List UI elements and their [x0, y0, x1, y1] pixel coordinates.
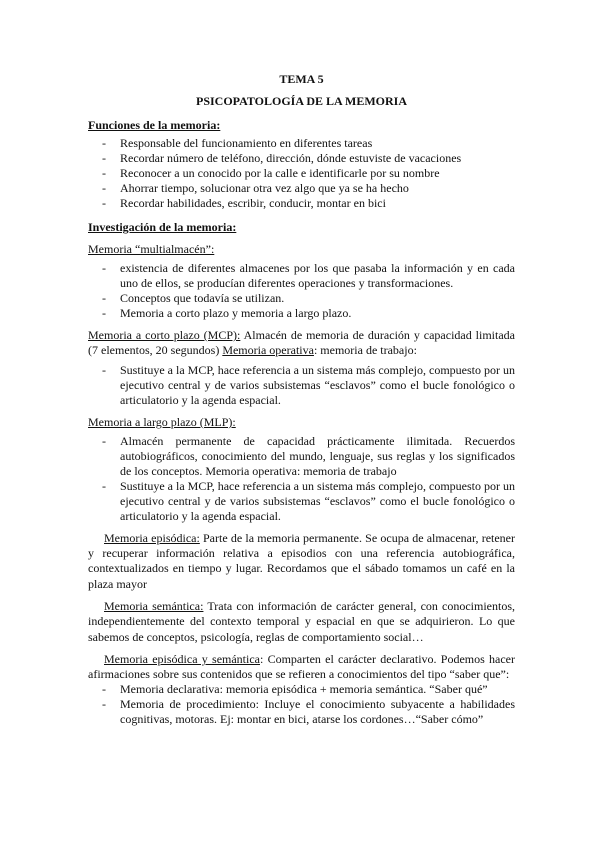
- mcp-list: [88, 363, 515, 408]
- operativa-label: Memoria operativa: [222, 343, 314, 357]
- episemantica-paragraph: [88, 652, 515, 682]
- list-item: - Reconocer a un conocido por la calle e identificarle por su nombre: [88, 166, 515, 181]
- mcp-paragraph: [88, 328, 515, 359]
- mcp-text: Almacén de memoria de duración y capacidad limitada (7 elementos, 20 segundos): [88, 328, 515, 357]
- funciones-heading: Funciones de la memoria:: [88, 118, 221, 132]
- episodica-paragraph: [88, 531, 515, 592]
- operativa-text: : memoria de trabajo:: [313, 343, 417, 357]
- mlp-label: Memoria a largo plazo (MLP):: [88, 415, 236, 429]
- episemantica-text: : Comparten el carácter declarativo. Podemos hacer afirmaciones sobre sus contenidos que se refieren a conocimientos del tipo “saber que”:: [88, 652, 515, 681]
- list-item: - Responsable del funcionamiento en diferentes tareas: [88, 136, 515, 151]
- list-item: - Almacén permanente de capacidad prácticamente ilimitada. Recuerdos autobiográficos, conocimiento del mundo, lenguaje, sus reglas y los significados de los conceptos. Memoria operativa: memoria de trabajo: [88, 434, 515, 479]
- main-title: PSICOPATOLOGÍA DE LA MEMORIA: [195, 94, 408, 108]
- semantica-paragraph: [88, 599, 515, 645]
- list-item: - Sustituye a la MCP, hace referencia a un sistema más complejo, compuesto por un ejecutivo central y de varios subsistemas “esclavos” como el bucle fonológico o articulatorio y la agenda espacial.: [88, 363, 515, 408]
- multialmacen-label: [88, 242, 515, 257]
- mcp-label: Memoria a corto plazo (MCP):: [88, 328, 241, 342]
- episodica-label: Memoria episódica:: [104, 531, 200, 545]
- episemantica-label: Memoria episódica y semántica: [104, 652, 260, 666]
- semantica-text: Trata con información de carácter general, con conocimientos, independientemente del contexto temporal y espacial en que se adquirieron.: [88, 599, 516, 628]
- semantica-text-2: Lo que sabemos de conceptos, psicología, reglas de comportamiento social…: [88, 614, 515, 644]
- list-item: - Recordar número de teléfono, dirección, dónde estuviste de vacaciones: [88, 151, 515, 166]
- investigacion-heading: Investigación de la memoria:: [88, 220, 237, 234]
- document-content: [88, 72, 515, 727]
- list-item: - Recordar habilidades, escribir, conducir, montar en bici: [88, 196, 515, 211]
- semantica-label: Memoria semántica:: [104, 599, 204, 613]
- multialmacen-label-text: Memoria “multialmacén”:: [88, 242, 215, 256]
- episodica-text: Parte de la memoria permanente. Se ocupa de almacenar, retener y recuperar información relativa a episodios con una referencia autobiográfica, contextualizados en tiempo y lugar.: [88, 531, 516, 575]
- list-item: - Memoria declarativa: memoria episódica + memoria semántica. “Saber qué”: [88, 682, 515, 697]
- list-item: - Ahorrar tiempo, solucionar otra vez algo que ya se ha hecho: [88, 181, 515, 196]
- tema-title: TEMA 5: [279, 72, 324, 86]
- multialmacen-list: [88, 261, 515, 321]
- episodica-text-2: Recordamos que el sábado tomamos un café en la plaza mayor: [88, 561, 516, 591]
- list-item: - Memoria de procedimiento: Incluye el conocimiento subyacente a habilidades cognitivas, motoras. Ej: montar en bici, atarse los cordones…“Saber cómo”: [88, 697, 515, 727]
- list-item: - Conceptos que todavía se utilizan.: [88, 291, 515, 306]
- list-item: - Memoria a corto plazo y memoria a largo plazo.: [88, 306, 515, 321]
- funciones-list: [88, 136, 515, 211]
- mlp-paragraph: [88, 415, 515, 430]
- episemantica-list: [88, 682, 515, 727]
- mlp-list: [88, 434, 515, 524]
- list-item: - existencia de diferentes almacenes por los que pasaba la información y en cada uno de ellos, se producían diferentes operaciones y transformaciones.: [88, 261, 515, 291]
- list-item: - Sustituye a la MCP, hace referencia a un sistema más complejo, compuesto por un ejecutivo central y de varios subsistemas “esclavos” como el bucle fonológico o articulatorio y la agenda espacial.: [88, 479, 515, 524]
